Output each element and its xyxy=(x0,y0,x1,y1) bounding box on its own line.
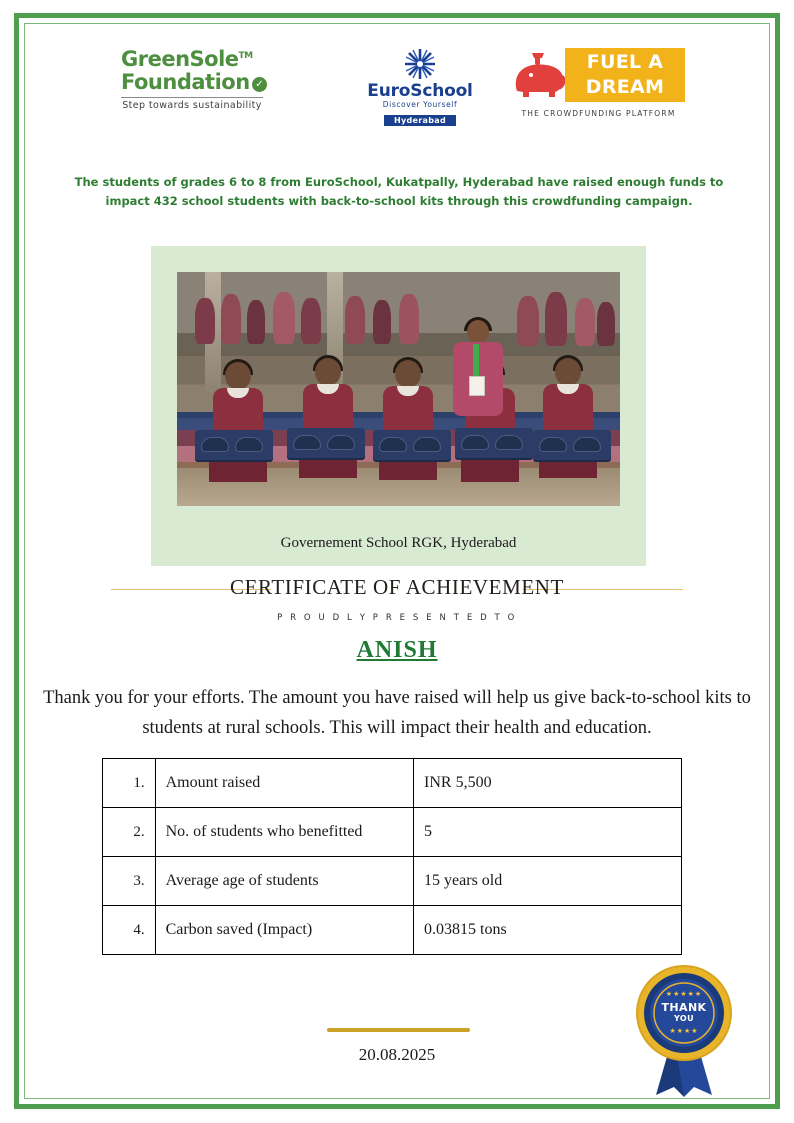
table-row xyxy=(103,857,682,906)
fad-line2: DREAM xyxy=(585,76,665,98)
photo-student xyxy=(537,358,599,478)
row-value: INR 5,500 xyxy=(414,759,682,808)
row-number: 2. xyxy=(103,808,156,857)
fuel-a-dream-logo xyxy=(511,45,686,118)
euroschool-logo xyxy=(354,45,486,128)
table-row xyxy=(103,906,682,955)
photo-teacher xyxy=(449,320,507,416)
row-label: Carbon saved (Impact) xyxy=(155,906,413,955)
row-number: 3. xyxy=(103,857,156,906)
recipient-name: ANISH xyxy=(356,637,438,663)
row-number: 1. xyxy=(103,759,156,808)
greensole-wordmark-line1 xyxy=(121,45,281,71)
row-number: 4. xyxy=(103,906,156,955)
seal-label xyxy=(634,1001,734,1023)
photo-frame xyxy=(151,246,646,566)
greensole-wordmark-line2 xyxy=(121,71,281,94)
table-row xyxy=(103,759,682,808)
certificate-title-row xyxy=(24,575,770,601)
greensole-tagline: Step towards sustainability xyxy=(121,97,263,111)
certificate-date: 20.08.2025 xyxy=(358,1045,436,1064)
photo-student xyxy=(297,358,359,478)
seal-line2: YOU xyxy=(673,1014,694,1023)
row-label: No. of students who benefitted xyxy=(155,808,413,857)
presented-to-label: P R O U D L Y P R E S E N T E D T O xyxy=(277,613,517,623)
seal-stars-bottom: ★★★★ xyxy=(669,1027,699,1035)
fuel-a-dream-wordmark xyxy=(565,48,685,102)
leaf-icon: ✓ xyxy=(252,77,267,92)
euroschool-tagline: Discover Yourself xyxy=(382,100,458,109)
fuel-a-dream-tagline: THE CROWDFUNDING PLATFORM xyxy=(521,109,676,118)
greensole-name: GreenSole xyxy=(121,47,239,71)
photo-school-kit xyxy=(287,428,365,458)
seal-line1: THANK xyxy=(661,1001,707,1014)
table-row xyxy=(103,808,682,857)
seal-stars-top: ★★★★★ xyxy=(665,990,703,998)
euroschool-name: EuroSchool xyxy=(367,81,473,101)
greensole-logo xyxy=(121,45,281,111)
row-label: Amount raised xyxy=(155,759,413,808)
euroschool-city-badge: Hyderabad xyxy=(384,115,456,126)
photo-student xyxy=(377,360,439,480)
facts-table xyxy=(102,758,682,955)
trademark-symbol: TM xyxy=(238,51,253,61)
row-value: 5 xyxy=(414,808,682,857)
photo-school-kit xyxy=(455,428,533,458)
campaign-headline: The students of grades 6 to 8 from EuroSchool, Kukatpally, Hyderabad have raised enough funds to impact 432 school students with back-to-school kits through this crowdfunding campaign. xyxy=(74,175,724,208)
row-value: 0.03815 tons xyxy=(414,906,682,955)
photo-student xyxy=(207,362,269,482)
photo-school-kit xyxy=(533,430,611,460)
euroschool-star-icon xyxy=(403,47,437,81)
certificate-message: Thank you for your efforts. The amount you have raised will help us give back-to-school kits to students at rural schools. This will impact their health and education. xyxy=(43,688,751,738)
photo-school-kit xyxy=(373,430,451,460)
photo-school-kit xyxy=(195,430,273,460)
thank-you-seal xyxy=(634,965,744,1100)
photo-caption: Governement School RGK, Hyderabad xyxy=(280,535,517,551)
elephant-icon xyxy=(511,51,569,99)
row-label: Average age of students xyxy=(155,857,413,906)
row-value: 15 years old xyxy=(414,857,682,906)
date-divider xyxy=(327,1028,470,1032)
certificate-title: CERTIFICATE OF ACHIEVEMENT xyxy=(229,575,564,599)
fad-line1: FUEL A xyxy=(586,51,664,73)
certificate-content xyxy=(24,23,770,1099)
fuel-a-dream-mark xyxy=(511,45,686,107)
logo-row xyxy=(24,45,770,131)
greensole-foundation-text: Foundation xyxy=(121,70,250,94)
campaign-photo xyxy=(177,272,620,506)
